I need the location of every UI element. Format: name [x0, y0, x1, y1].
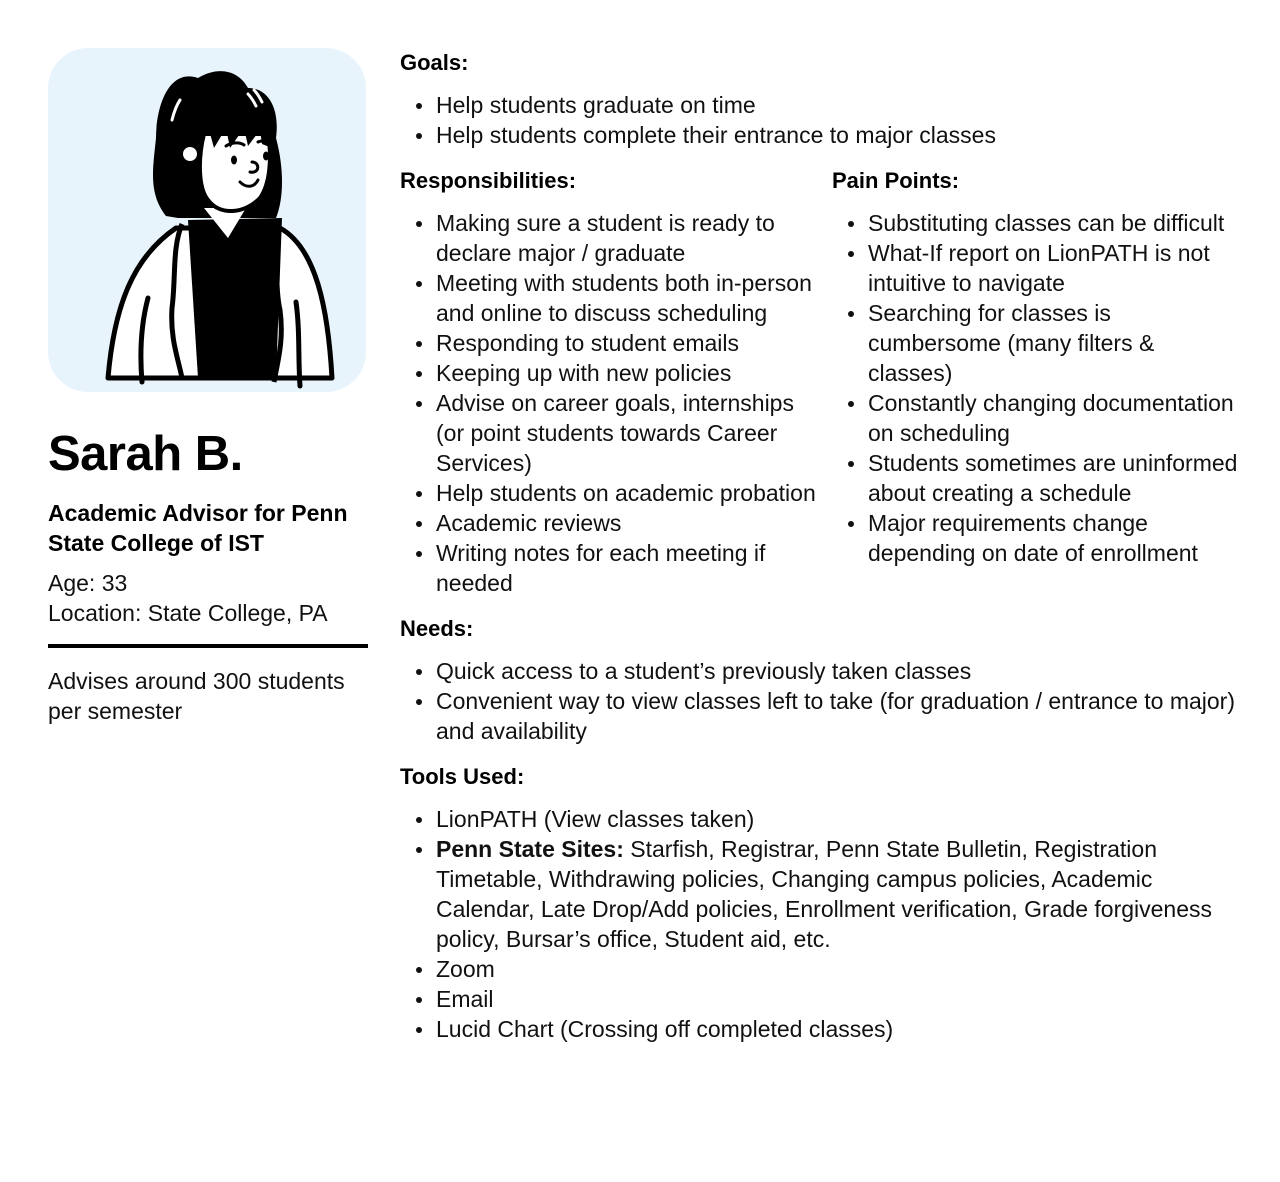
divider [48, 644, 368, 648]
list-item [400, 954, 1240, 984]
list-item: Help students graduate on time [400, 90, 1240, 120]
list-item: Academic reviews [400, 508, 832, 538]
responsibilities-painpoints-row [400, 166, 1240, 598]
list-item: Major requirements change depending on date of enrollment [832, 508, 1240, 568]
persona-details [400, 48, 1240, 1060]
list-item [400, 804, 1240, 834]
list-item: Help students complete their entrance to major classes [400, 120, 1240, 150]
list-item: Writing notes for each meeting if needed [400, 538, 832, 598]
persona-name: Sarah B. [48, 427, 243, 481]
goals-title: Goals: [400, 50, 469, 75]
needs-list [400, 656, 1240, 746]
tool-text: Lucid Chart (Crossing off completed classes) [436, 1016, 894, 1042]
list-item [400, 834, 1240, 954]
responsibilities-list [400, 208, 832, 598]
needs-section [400, 614, 1240, 746]
goals-list [400, 90, 1240, 150]
pain-points-list [832, 208, 1240, 568]
list-item: What-If report on LionPATH is not intuitive to navigate [832, 238, 1240, 298]
list-item: Convenient way to view classes left to take (for graduation / entrance to major) and availability [400, 686, 1240, 746]
tools-section [400, 762, 1240, 1044]
tool-lead: Penn State Sites: [436, 836, 624, 862]
list-item [400, 984, 1240, 1014]
goals-section [400, 48, 1240, 150]
list-item [400, 1014, 1240, 1044]
persona-meta [48, 568, 368, 628]
tools-title: Tools Used: [400, 764, 525, 789]
list-item: Quick access to a student’s previously taken classes [400, 656, 1240, 686]
tool-text: Starfish, Registrar, Penn State Bulletin, Registration Timetable, Withdrawing policies, Changing campus policies, Academic Calendar, Late Drop/Add policies, Enrollment verification, Grade forgiveness policy, Bursar’s office, Student aid, etc. [436, 836, 1213, 952]
list-item: Constantly changing documentation on scheduling [832, 388, 1240, 448]
responsibilities-title: Responsibilities: [400, 168, 577, 193]
list-item: Responding to student emails [400, 328, 832, 358]
woman-avatar-illustration-icon [48, 48, 366, 392]
tool-text: Zoom [436, 956, 495, 982]
persona-role: Academic Advisor for Penn State College of IST [48, 500, 348, 556]
list-item: Making sure a student is ready to declare major / graduate [400, 208, 832, 268]
list-item: Searching for classes is cumbersome (many filters & classes) [832, 298, 1240, 388]
persona-age: Age: 33 [48, 570, 128, 596]
avatar [48, 48, 366, 392]
tool-text: Email [436, 986, 494, 1012]
pain-points-title: Pain Points: [832, 168, 960, 193]
tools-list [400, 804, 1240, 1044]
persona-summary: Advises around 300 students per semester [48, 668, 345, 724]
needs-title: Needs: [400, 616, 474, 641]
list-item: Advise on career goals, internships (or point students towards Career Services) [400, 388, 832, 478]
persona-location: Location: State College, PA [48, 600, 328, 626]
list-item: Substituting classes can be difficult [832, 208, 1240, 238]
persona-profile [48, 48, 368, 726]
list-item: Students sometimes are uninformed about creating a schedule [832, 448, 1240, 508]
responsibilities-section [400, 166, 832, 598]
tool-text: LionPATH (View classes taken) [436, 806, 755, 832]
list-item: Meeting with students both in-person and online to discuss scheduling [400, 268, 832, 328]
list-item: Keeping up with new policies [400, 358, 832, 388]
pain-points-section [832, 166, 1240, 598]
list-item: Help students on academic probation [400, 478, 832, 508]
